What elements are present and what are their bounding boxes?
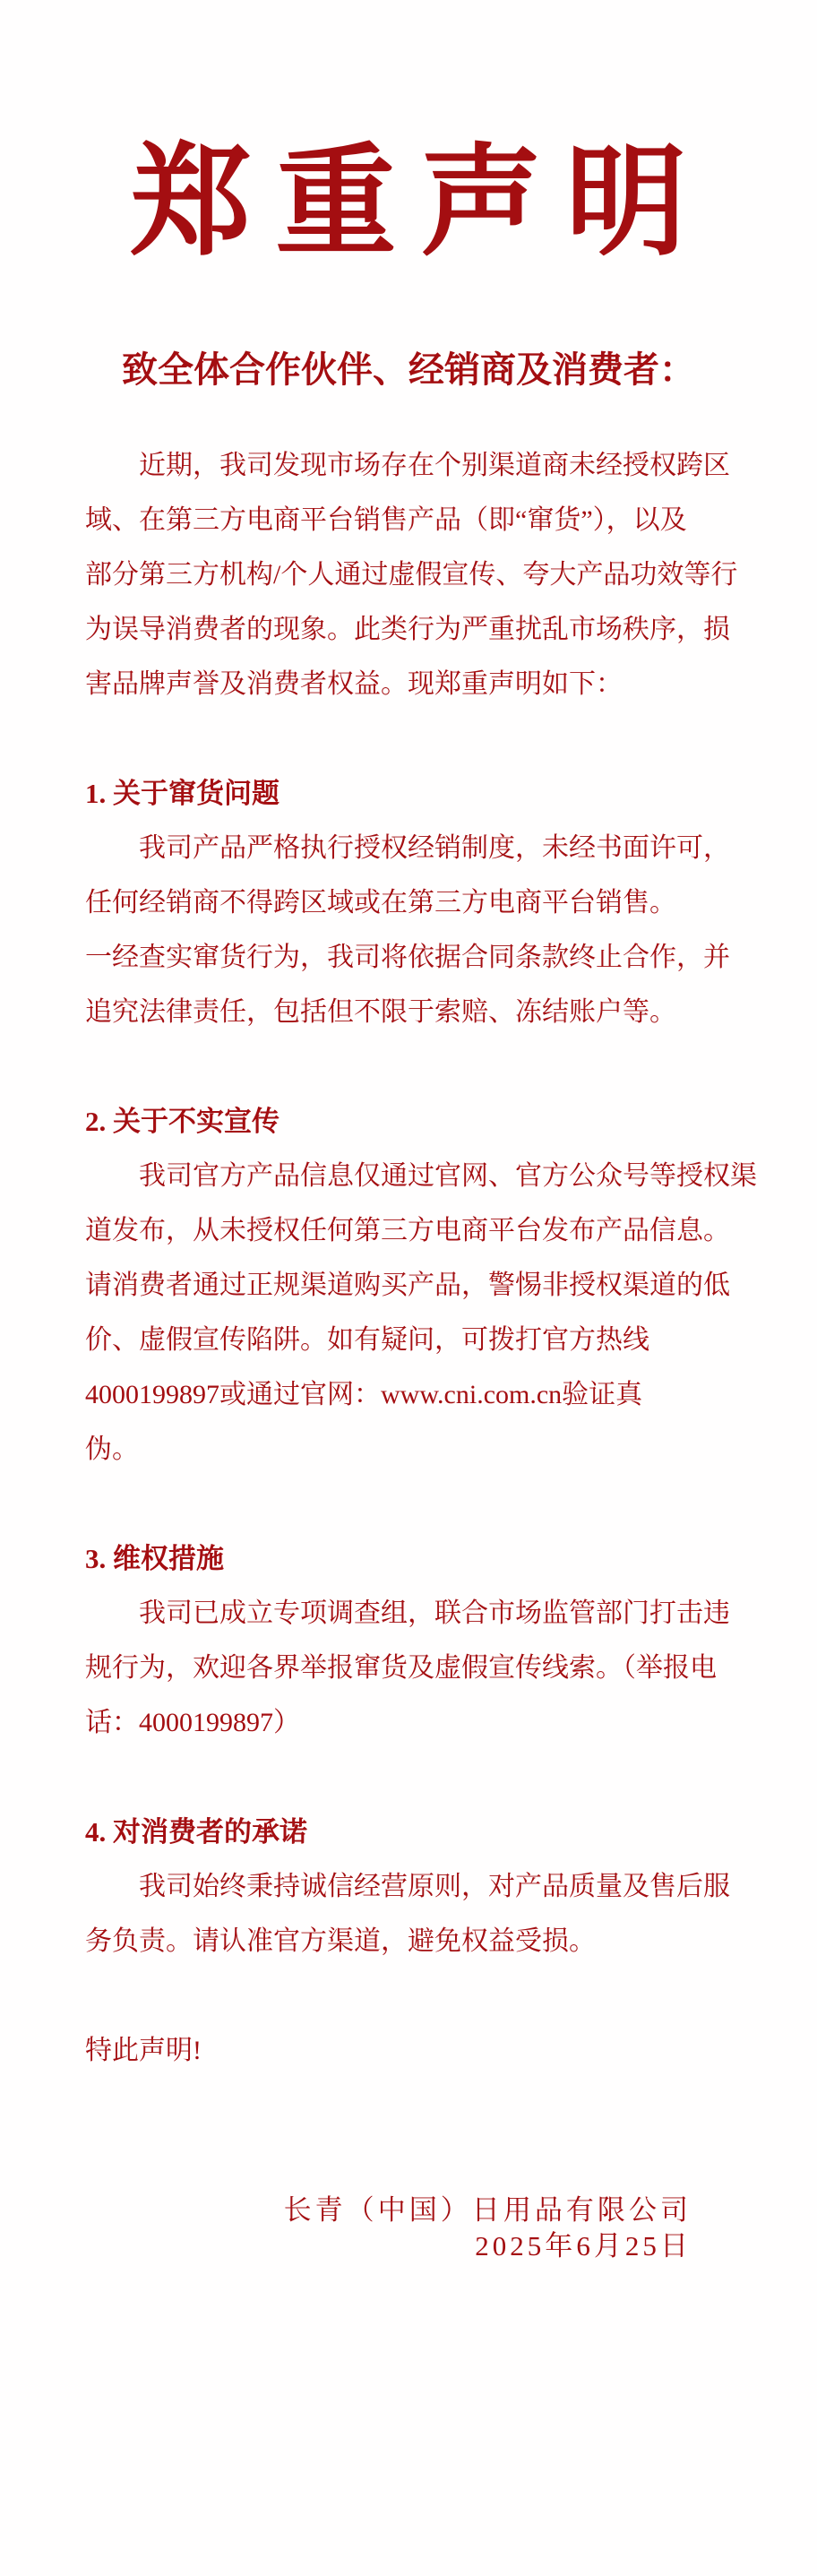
intro-line: 域、在第三方电商平台销售产品（即“窜货”），以及 [85, 505, 687, 536]
section-line: 价、虚假宣传陷阱。如有疑问，可拨打官方热线 [85, 1325, 649, 1356]
company-name: 长青（中国）日用品有限公司 [283, 2194, 692, 2227]
section-heading: 4. 对消费者的承诺 [85, 1816, 307, 1848]
section-heading: 1. 关于窜货问题 [85, 778, 280, 810]
section-line: 话：4000199897） [85, 1708, 300, 1738]
statement-date: 2025年6月25日 [475, 2230, 692, 2262]
salutation: 致全体合作伙伴、经销商及消费者： [122, 349, 695, 391]
section-line: 请消费者通过正规渠道购买产品，警惕非授权渠道的低 [85, 1271, 730, 1301]
section-line: 规行为，欢迎各界举报窜货及虚假宣传线索。（举报电 [85, 1653, 717, 1684]
intro-line: 害品牌声誉及消费者权益。现郑重声明如下： [85, 669, 623, 700]
section-line: 我司官方产品信息仅通过官网、官方公众号等授权渠 [139, 1161, 757, 1192]
section-line: 追究法律责任，包括但不限于索赔、冻结账户等。 [85, 997, 676, 1028]
section [0, 1531, 817, 1750]
intro-line: 为误导消费者的现象。此类行为严重扰乱市场秩序，损 [85, 615, 730, 645]
statement-document [0, 134, 817, 2576]
section-heading: 2. 关于不实宣传 [85, 1106, 280, 1138]
section [0, 1094, 817, 1477]
section [0, 1805, 817, 1969]
closing-statement: 特此声明! [85, 2036, 202, 2066]
intro-line: 近期，我司发现市场存在个别渠道商未经授权跨区 [139, 451, 730, 481]
intro-paragraph [0, 438, 817, 711]
intro-line: 部分第三方机构/个人通过虚假宣传、夸大产品功效等行 [85, 560, 738, 590]
section-line: 4000199897或通过官网：www.cni.com.cn验证真 [85, 1380, 643, 1410]
section-line: 我司始终秉持诚信经营原则，对产品质量及售后服 [139, 1872, 730, 1902]
sections-container [0, 766, 817, 1969]
section-line: 伪。 [85, 1434, 139, 1465]
section-heading: 3. 维权措施 [85, 1543, 224, 1575]
signature-block [0, 2193, 817, 2264]
section-line: 我司产品严格执行授权经销制度，未经书面许可， [139, 833, 730, 864]
section-line: 务负责。请认准官方渠道，避免权益受损。 [85, 1926, 596, 1957]
section-line: 道发布，从未授权任何第三方电商平台发布产品信息。 [85, 1216, 730, 1246]
section-line: 我司已成立专项调查组，联合市场监管部门打击违 [139, 1598, 730, 1629]
section-line: 一经查实窜货行为，我司将依据合同条款终止合作，并 [85, 943, 730, 973]
section [0, 766, 817, 1039]
section-line: 任何经销商不得跨区域或在第三方电商平台销售。 [85, 888, 676, 918]
page-title: 郑重声明 [130, 137, 711, 271]
